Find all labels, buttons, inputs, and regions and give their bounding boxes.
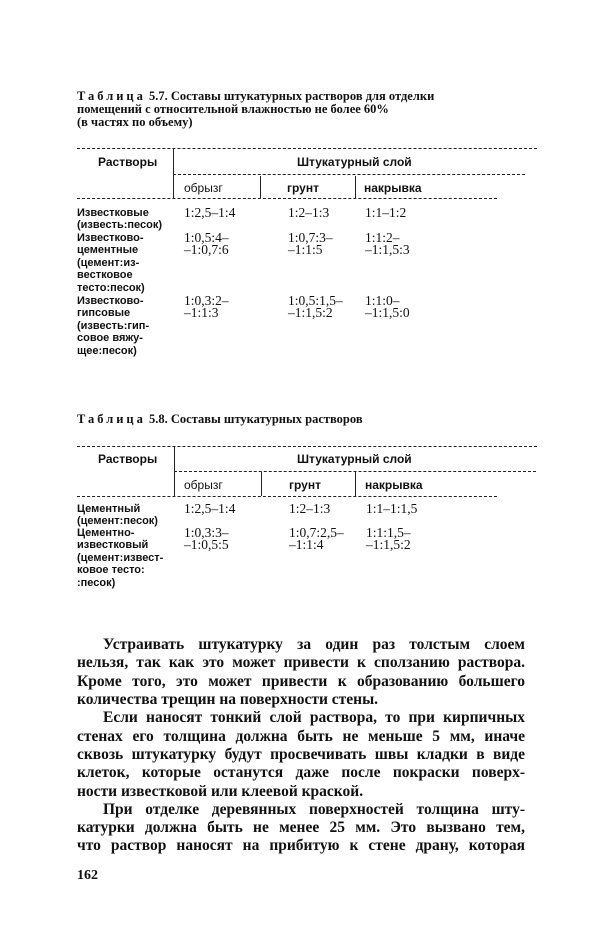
subheader-spray: обрызг [184,181,223,195]
subheader-primer: грунт [287,181,319,195]
text-line: катурки должна быть не менее 25 мм. Это вызвано тем, [77,819,525,836]
cell-value: 1:0,7:3– –1:1:5 [288,230,333,258]
cell-value: 1:1–1:2 [365,205,407,220]
text-line: ности известковой или клеевой краской. [77,783,364,800]
row-label: Цементно- известковый (цемент:извест- ковое тесто: :песок) [77,527,164,589]
text-line: стенах его толщина должна быть не меньше 5 мм, иначе [77,728,525,745]
table-rule [173,174,525,175]
caption-number: 5.8. [149,412,168,426]
caption-label: Таблица [77,412,146,426]
row-label: Цементный (цемент:песок) [77,503,158,528]
text-line: Устраивать штукатурку за один раз толстым слоем [103,636,525,653]
table-rule [77,148,537,149]
cell-value: 1:0,3:2– –1:1:3 [184,293,229,321]
subheader-spray: обрызг [184,478,223,492]
text-line: что раствор наносят на прибитую к стене драну, которая [77,837,525,854]
column-divider [173,148,174,198]
cell-value: 1:0,7:2,5– –1:1:4 [289,525,344,553]
column-divider [355,472,356,496]
column-divider [260,176,261,198]
table-rule [77,446,537,447]
cell-value: 1:2,5–1:4 [184,205,236,220]
cell-value: 1:0,5:4– –1:0,7:6 [184,230,229,258]
header-plaster-layer: Штукатурный слой [297,155,412,169]
header-plaster-layer: Штукатурный слой [297,452,412,466]
text-line: При отделке деревянных поверхностей толщина шту- [103,801,525,818]
table-5-7-caption [77,90,434,129]
cell-value: 1:2–1:3 [289,501,331,516]
subheader-primer: грунт [289,478,321,492]
table-rule [77,496,497,497]
header-solutions: Растворы [98,155,158,169]
text-line: количества трещин на поверхности стены. [77,691,379,708]
text-line: Если наносят тонкий слой раствора, то при кирпичных [103,709,525,726]
cell-value: 1:0,5:1,5– –1:1,5:2 [288,293,343,321]
subheader-finish: накрывка [364,181,422,195]
caption-number: 5.7. [149,89,168,103]
table-5-8-caption [77,413,363,426]
caption-label: Таблица [77,89,146,103]
column-divider [261,472,262,496]
row-label: Известково- цементные (цемент:из- вестковое тесто:песок) [77,232,145,294]
caption-text: Составы штукатурных растворов [170,412,363,426]
row-label: Известково- гипсовые (известь:гип- совое вяжу- щее:песок) [77,295,150,357]
text-line: нельзя, так как это может привести к сползанию раствора. [77,654,525,671]
text-line: Кроме того, это может привести к образованию большего [77,673,525,690]
subheader-finish: накрывка [365,478,423,492]
header-solutions: Растворы [98,452,158,466]
row-label: Известковые (известь:песок) [77,207,163,232]
cell-value: 1:1:0– –1:1,5:0 [365,293,410,321]
cell-value: 1:1–1:1,5 [366,501,418,516]
caption-text: Составы штукатурных растворов для отделки помещений с относительной влажностью не более 60% (в частях по объему) [77,89,435,129]
text-line: клеток, которые останутся даже после покраски поверх- [77,764,525,781]
table-rule [77,198,497,199]
cell-value: 1:1:1,5– –1:1,5:2 [366,525,411,553]
text-line: сквозь штукатурку будут просвечивать швы кладки в виде [77,746,525,763]
cell-value: 1:1:2– –1:1,5:3 [365,230,410,258]
page-number: 162 [77,868,98,883]
cell-value: 1:2,5–1:4 [184,501,236,516]
cell-value: 1:2–1:3 [288,205,330,220]
cell-value: 1:0,3:3– –1:0,5:5 [184,525,229,553]
column-divider [355,176,356,198]
